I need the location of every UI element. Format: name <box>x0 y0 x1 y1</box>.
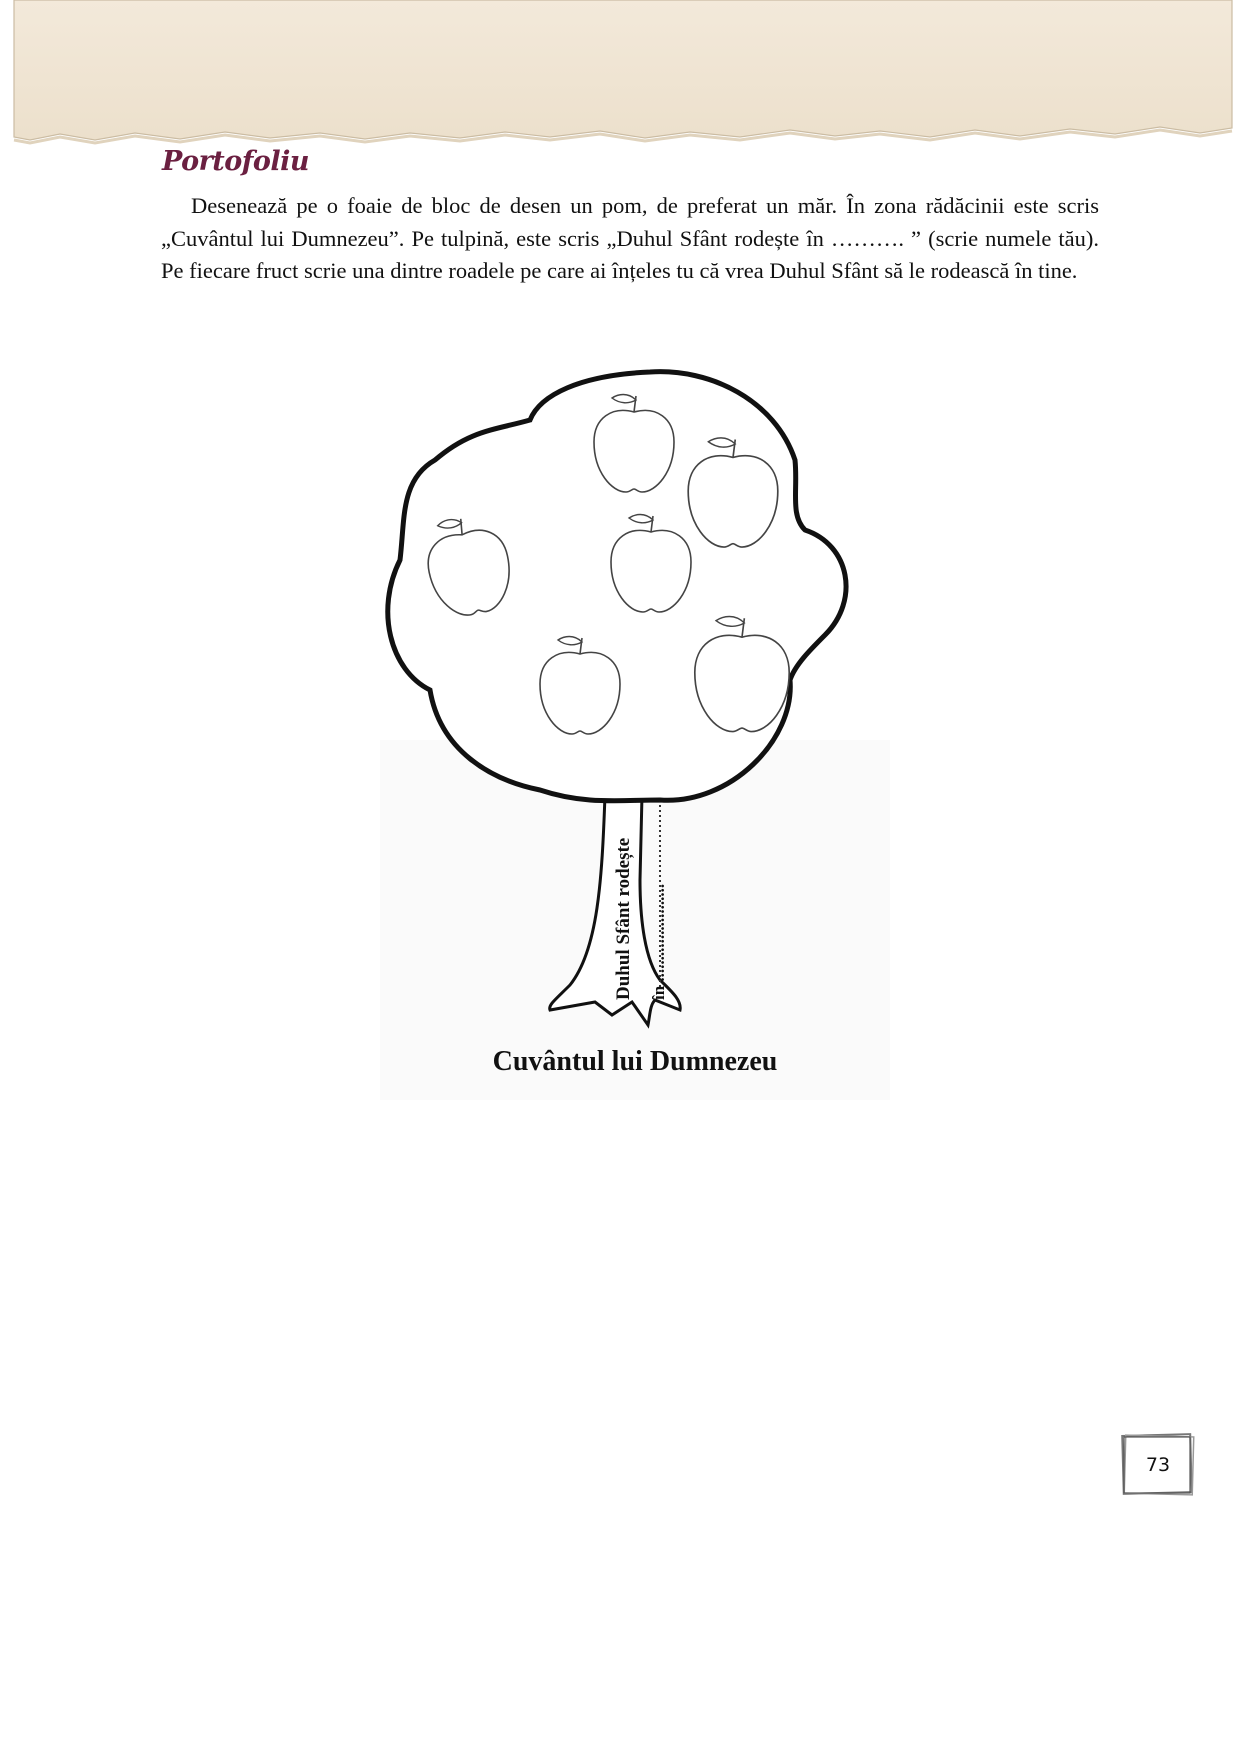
parchment-header-band <box>0 0 1240 160</box>
page-number-box <box>1118 1430 1198 1500</box>
trunk-label: Duhul Sfânt rodește <box>613 837 634 1000</box>
root-label: Cuvântul lui Dumnezeu <box>492 1046 778 1077</box>
tree-drawing <box>380 360 890 1100</box>
section-title: Portofoliu <box>162 146 310 177</box>
instructions-paragraph: Desenează pe o foaie de bloc de desen un pom, de preferat un măr. În zona rădăcinii este scris „Cuvântul lui Dumnezeu”. Pe tulpină, este scris „Duhul Sfânt rodește în ………. ” (scrie numele tău). Pe fiecare fruct scrie una dintre roadele pe care ai înțeles tu că vrea Duhul Sfânt să le rodească în tine. <box>161 193 1099 283</box>
page-number: 73 <box>1145 1454 1171 1476</box>
tree-illustration <box>380 360 890 1100</box>
trunk-blank-label: în ....................... <box>649 883 668 1000</box>
torn-paper-decoration <box>0 0 1240 160</box>
